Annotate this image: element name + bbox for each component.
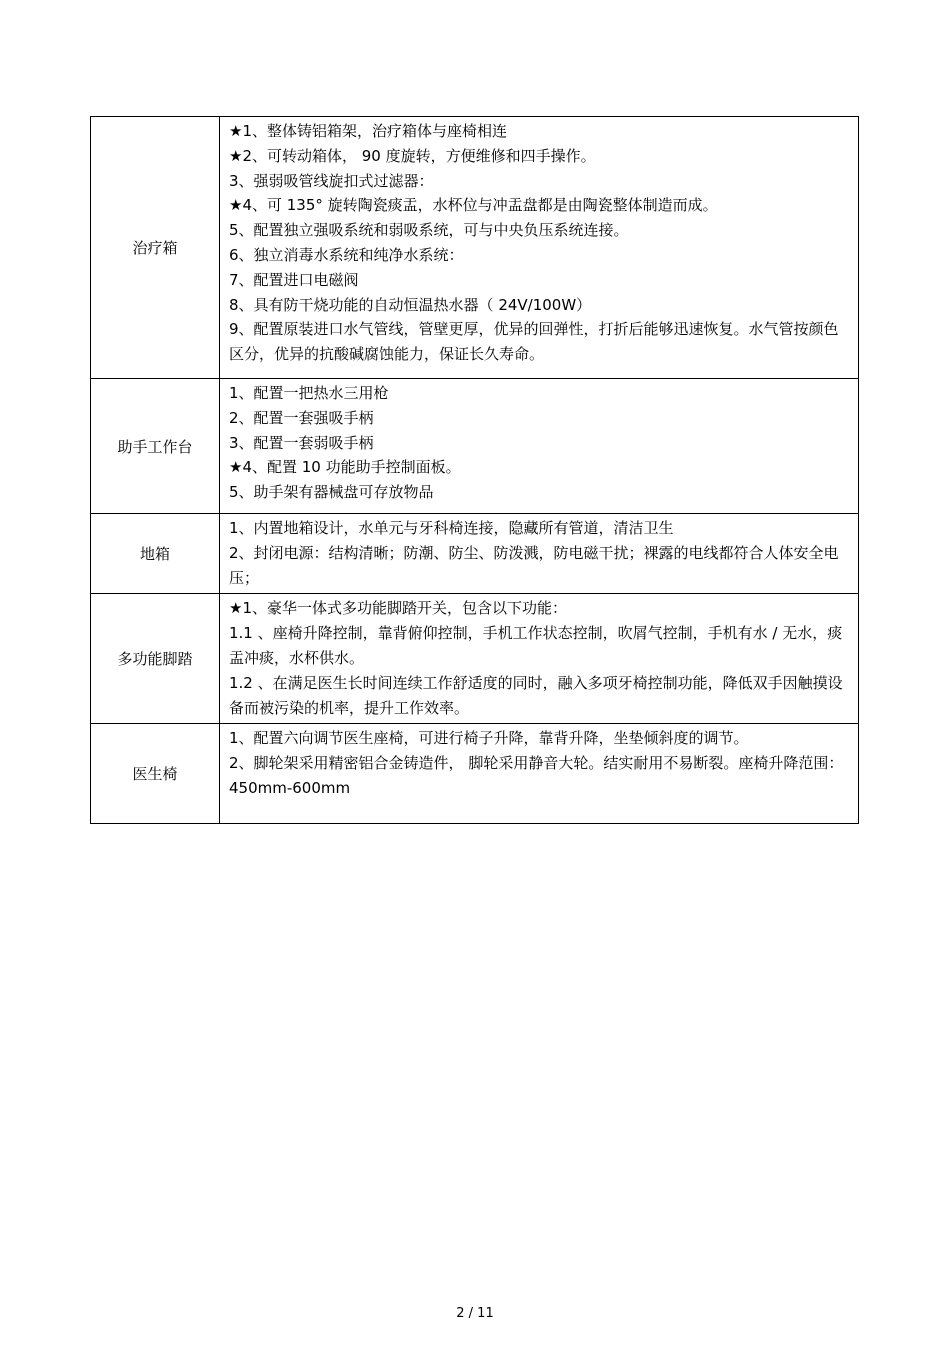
list-item: ★1、豪华一体式多功能脚踏开关，包含以下功能： — [229, 599, 567, 618]
list-item: 1.2 、在满足医生长时间连续工作舒适度的同时，融入多项牙椅控制功能，降低双手因触摸设备而被污染的机率，提升工作效率。 — [229, 673, 843, 717]
category-label: 助手工作台 — [91, 379, 220, 514]
list-item: ★1、整体铸铝箱架，治疗箱体与座椅相连 — [229, 122, 507, 140]
table-row — [91, 514, 859, 594]
list-item: ★4、配置 10 功能助手控制面板。 — [229, 458, 461, 477]
category-label: 多功能脚踏 — [91, 594, 220, 724]
items-cell — [220, 594, 859, 724]
list-item: 5、配置独立强吸系统和弱吸系统，可与中央负压系统连接。 — [229, 221, 629, 240]
table-row — [91, 379, 859, 514]
list-item: 8、具有防干烧功能的自动恒温热水器（ 24V/100W） — [229, 295, 592, 314]
table-row — [91, 117, 859, 379]
items-cell — [220, 724, 859, 824]
items-cell — [220, 379, 859, 514]
items-cell — [220, 117, 859, 379]
category-label: 治疗箱 — [91, 117, 220, 379]
page-number: 2 / 11 — [456, 1306, 494, 1321]
list-item: 2、脚轮架采用精密铝合金铸造件， 脚轮采用静音大轮。结实耐用不易断裂。座椅升降范围： 450mm-600mm — [229, 754, 849, 797]
list-item: ★4、可 135° 旋转陶瓷痰盂，水杯位与冲盂盘都是由陶瓷整体制造而成。 — [229, 196, 718, 215]
spec-table — [90, 116, 859, 824]
list-item: ★2、可转动箱体， 90 度旋转，方便维修和四手操作。 — [229, 146, 596, 165]
list-item: 3、强弱吸管线旋扣式过滤器： — [229, 171, 434, 190]
category-label: 地箱 — [91, 514, 220, 594]
items-cell — [220, 514, 859, 594]
list-item: 2、配置一套强吸手柄 — [229, 408, 374, 427]
list-item: 7、配置进口电磁阀 — [229, 270, 359, 289]
list-item: 1.1 、座椅升降控制，靠背俯仰控制，手机工作状态控制，吹屑气控制，手机有水 / 无水，痰盂冲痰，水杯供水。 — [229, 624, 843, 667]
list-item: 1、配置六向调节医生座椅，可进行椅子升降，靠背升降，坐垫倾斜度的调节。 — [229, 729, 749, 748]
category-label: 医生椅 — [91, 724, 220, 824]
list-item: 1、配置一把热水三用枪 — [229, 384, 389, 402]
list-item: 5、助手架有器械盘可存放物品 — [229, 483, 434, 502]
list-item: 2、封闭电源：结构清晰；防潮、防尘、防泼溅，防电磁干扰；裸露的电线都符合人体安全电压； — [229, 543, 839, 587]
table-row — [91, 724, 859, 824]
list-item: 9、配置原装进口水气管线，管壁更厚，优异的回弹性，打折后能够迅速恢复。水气管按颜色区分，优异的抗酸碱腐蚀能力，保证长久寿命。 — [229, 320, 839, 364]
list-item: 3、配置一套弱吸手柄 — [229, 433, 374, 452]
list-item: 1、内置地箱设计，水单元与牙科椅连接，隐藏所有管道，清洁卫生 — [229, 519, 674, 537]
list-item: 6、独立消毒水系统和纯净水系统： — [229, 245, 464, 264]
table-row — [91, 594, 859, 724]
